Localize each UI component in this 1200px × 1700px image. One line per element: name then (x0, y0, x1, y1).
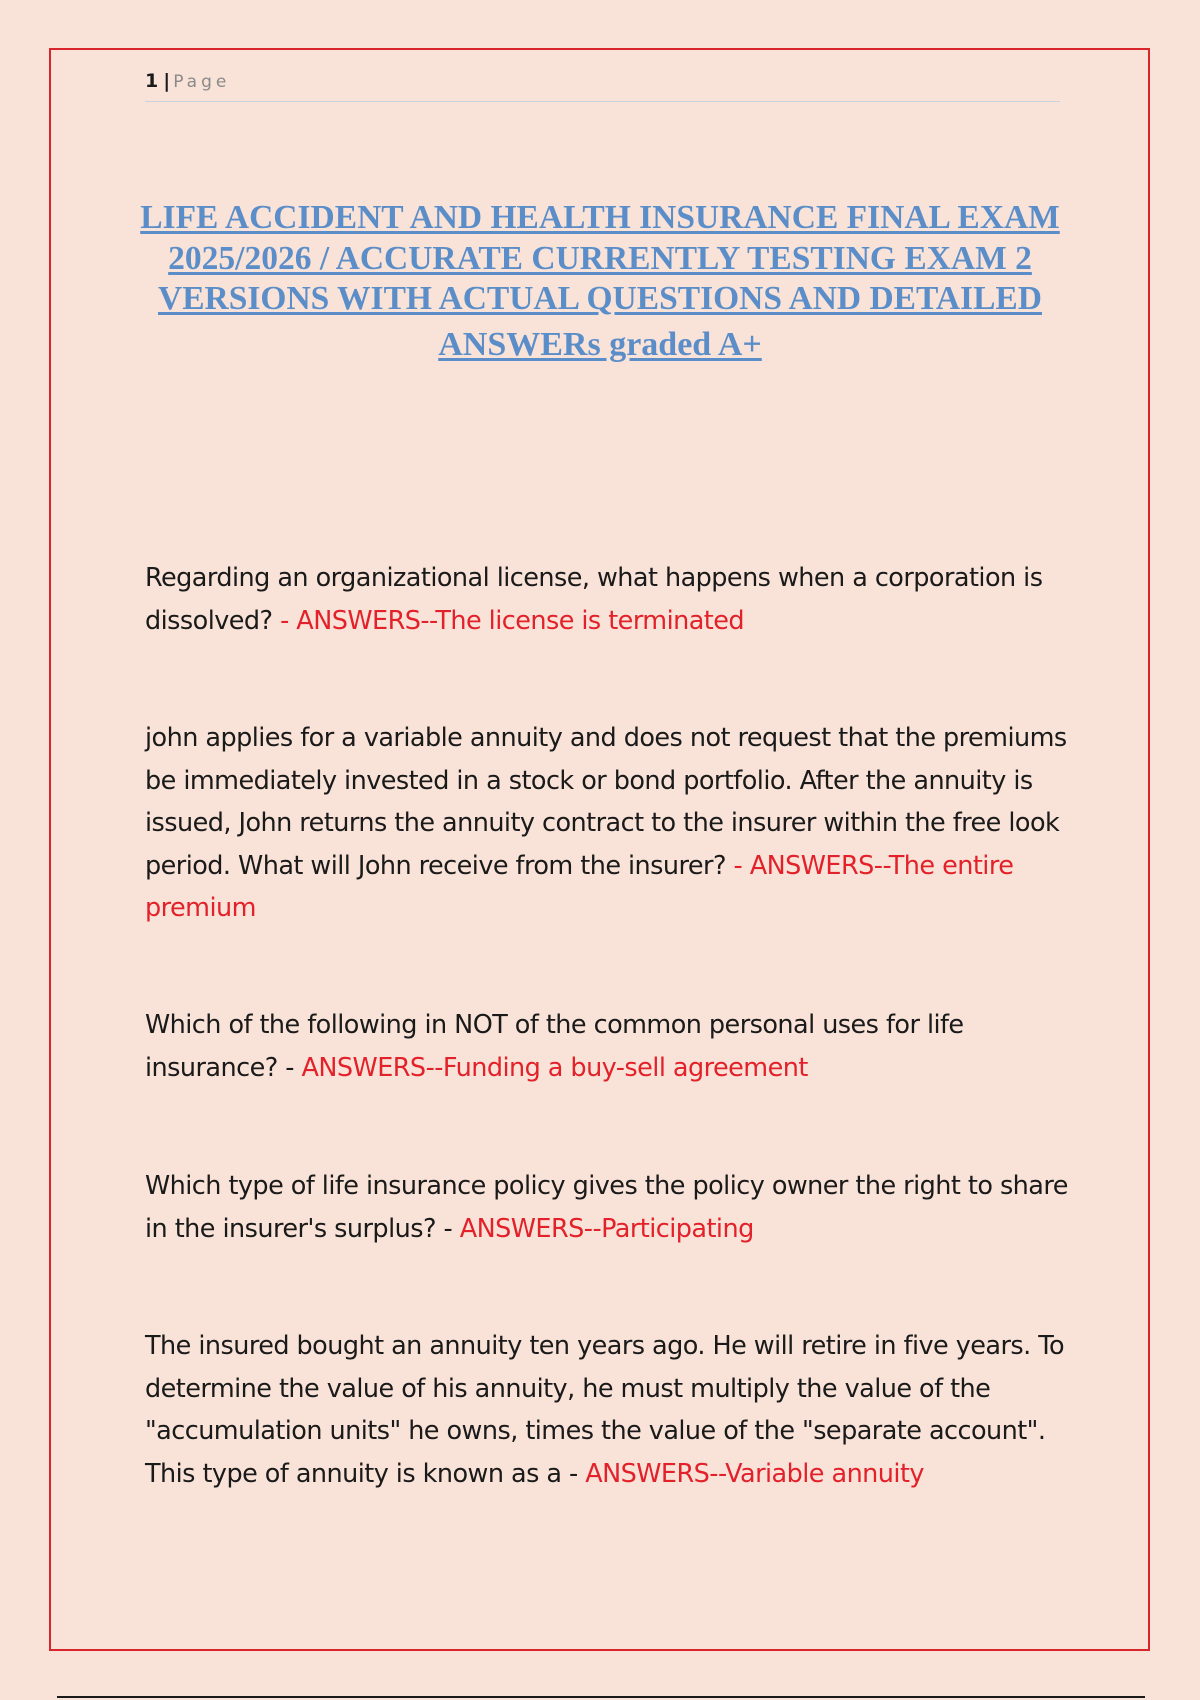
answer-2: - ANSWERS--The entire premium (145, 850, 1014, 923)
qa-item-1 (145, 557, 1075, 642)
title-line-4: ANSWERs graded A+ (438, 325, 762, 363)
page-header (145, 70, 1060, 102)
answer-1: - ANSWERS--The license is terminated (280, 605, 745, 636)
answer-5: ANSWERS--Variable annuity (585, 1458, 924, 1489)
title-line-3: VERSIONS WITH ACTUAL QUESTIONS AND DETAILED (158, 280, 1042, 317)
page-word: Page (173, 72, 231, 92)
page-number: 1 (145, 70, 159, 92)
answer-4: ANSWERS--Participating (459, 1213, 754, 1244)
footer-rule (57, 1696, 1145, 1698)
qa-item-5 (145, 1325, 1075, 1495)
qa-item-2 (145, 717, 1075, 930)
question-2: john applies for a variable annuity and does not request that the premiums be immediately invested in a stock or bond portfolio. After the annuity is issued, John returns the annuity contract to the insurer within the free look period. What will John receive from the insurer? (145, 723, 1067, 881)
title-line-2: 2025/2026 / ACCURATE CURRENTLY TESTING EXAM 2 (168, 239, 1032, 277)
title-line-1: LIFE ACCIDENT AND HEALTH INSURANCE FINAL EXAM (140, 199, 1060, 236)
header-separator: | (163, 70, 171, 92)
question-4: Which type of life insurance policy gives the policy owner the right to share in the insurer's surplus? - (145, 1171, 1068, 1244)
qa-item-3 (145, 1004, 1075, 1089)
qa-item-4 (145, 1165, 1075, 1250)
question-1: Regarding an organizational license, what happens when a corporation is dissolved? (145, 563, 1043, 636)
answer-3: ANSWERS--Funding a buy-sell agreement (301, 1052, 808, 1083)
question-5: The insured bought an annuity ten years ago. He will retire in five years. To determine the value of his annuity, he must multiply the value of the "accumulation units" he owns, times the value of the "separate account". This type of annuity is known as a - (145, 1331, 1065, 1489)
document-title (130, 198, 1070, 365)
question-3: Which of the following in NOT of the common personal uses for life insurance? - (145, 1010, 964, 1083)
